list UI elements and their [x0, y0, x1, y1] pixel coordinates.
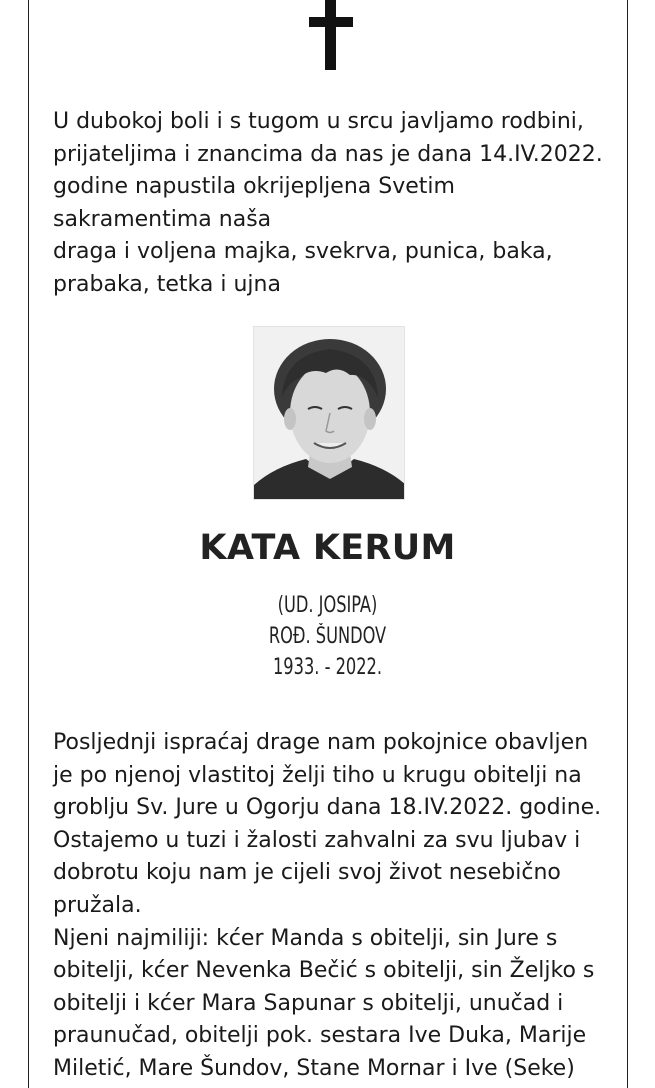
- cross-icon: [309, 0, 353, 70]
- body-line: groblju Sv. Jure u Ogorju dana 18.IV.2022. godine.: [53, 795, 602, 821]
- body-line: obitelji, kćer Nevenka Bečić s obitelji, sin Željko s: [53, 958, 595, 984]
- body-line: obitelji i kćer Mara Sapunar s obitelji, unučad i: [53, 990, 564, 1016]
- body-line: je po njenoj vlastitoj želji tiho u krugu obitelji na: [53, 762, 582, 788]
- life-years: 1933. - 2022.: [272, 655, 383, 680]
- body-line: Miletić, Mare Šundov, Stane Mornar i Ive (Seke): [53, 1055, 575, 1081]
- intro-line: godine napustila okrijepljena Svetim: [53, 174, 455, 200]
- body-line: Ostajemo u tuzi i žalosti zahvalni za svu ljubav i: [53, 827, 581, 853]
- body-line: pružala.: [53, 892, 142, 918]
- intro-line: prijateljima i znancima da nas je dana 14.IV.2022.: [53, 141, 603, 167]
- married-name: (UD. JOSIPA): [277, 593, 378, 618]
- intro-line: prabaka, tetka i ujna: [53, 271, 281, 297]
- deceased-name: KATA KERUM: [199, 528, 456, 568]
- portrait-photo: [253, 326, 405, 500]
- intro-line: sakramentima naša: [53, 206, 272, 232]
- body-line: praunučad, obitelji pok. sestara Ive Duka, Marije: [53, 1023, 587, 1049]
- funeral-notice-text: [53, 727, 623, 1086]
- intro-line: U dubokoj boli i s tugom u srcu javljamo rodbini,: [53, 109, 584, 134]
- intro-line: draga i voljena majka, svekrva, punica, baka,: [53, 239, 553, 265]
- announcement-intro: [53, 106, 623, 302]
- body-line: Njeni najmiliji: kćer Manda s obitelji, sin Jure s: [53, 925, 558, 951]
- body-line: dobrotu koju nam je cijeli svoj život nesebično: [53, 860, 561, 886]
- body-line: Posljednji ispraćaj drage nam pokojnice obavljen: [53, 730, 589, 755]
- maiden-name: ROĐ. ŠUNDOV: [268, 624, 387, 649]
- deceased-details: [0, 590, 655, 683]
